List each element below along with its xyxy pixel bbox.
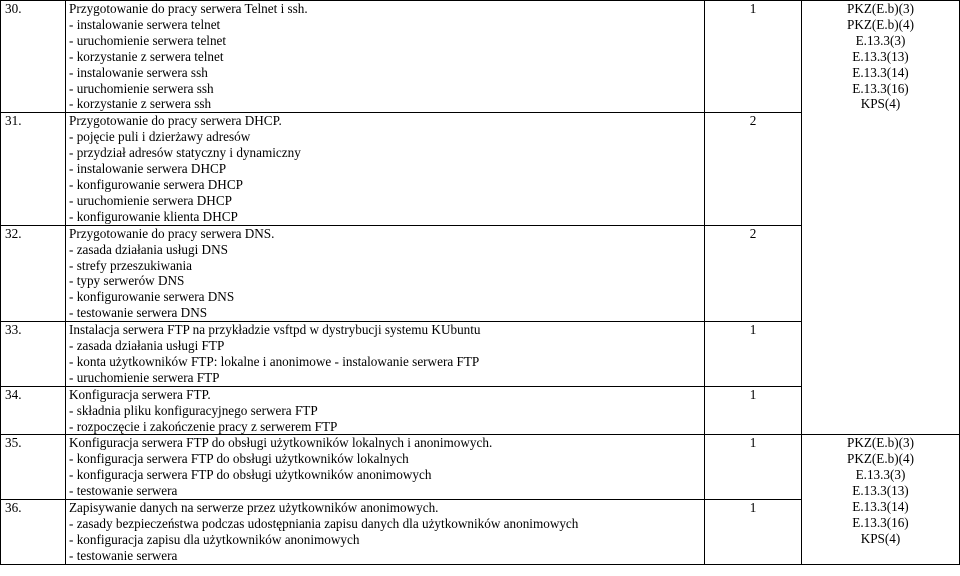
topic-item: - konta użytkowników FTP: lokalne i anonimowe - instalowanie serwera FTP [69,353,480,369]
hours-cell: 2 [705,113,802,225]
topic-item: - zasada działania usługi DNS [69,241,228,257]
codes-cell [802,1,960,322]
topic-item: - testowanie serwera DNS [69,305,208,321]
code-item: E.13.3(16) [852,80,909,96]
topic-item: - typy serwerów DNS [69,273,185,289]
topic-cell [66,1,705,113]
topic-title: Instalacja serwera FTP na przykładzie vsftpd w dystrybucji systemu KUbuntu [69,322,481,338]
topic-item: - uruchomienie serwera DHCP [69,192,232,208]
codes-cell-empty [802,322,960,435]
topic-item: - konfiguracja zapisu dla użytkowników anonimowych [69,531,360,547]
topic-title: Konfiguracja serwera FTP. [69,386,211,402]
topic-cell [66,435,705,500]
topic-item: - zasady bezpieczeństwa podczas udostępniania zapisu danych dla użytkowników anonimowych [69,516,579,531]
table-row [1,322,960,387]
topic-title: Przygotowanie do pracy serwera Telnet i ssh. [69,1,308,16]
hours-cell: 1 [705,435,802,500]
topic-item: - uruchomienie serwera telnet [69,32,227,48]
topic-item: - testowanie serwera [69,547,178,563]
row-number: 32. [1,225,66,321]
row-number: 36. [1,500,66,565]
hours-cell: 2 [705,225,802,321]
topic-item: - instalowanie serwera ssh [69,64,208,80]
code-item: KPS(4) [860,530,901,546]
hours-cell: 1 [705,386,802,435]
topic-title: Konfiguracja serwera FTP do obsługi użytkowników lokalnych i anonimowych. [69,435,493,451]
topic-item: - rozpoczęcie i zakończenie pracy z serwerem FTP [69,418,338,434]
code-item: E.13.3(3) [855,32,906,48]
hours-cell: 1 [705,322,802,387]
topic-item: - instalowanie serwera DHCP [69,161,227,177]
table-row [1,435,960,500]
code-item: KPS(4) [860,96,901,112]
topic-cell [66,322,705,387]
topic-item: - konfigurowanie serwera DNS [69,289,235,305]
topic-cell [66,386,705,435]
code-item: E.13.3(14) [852,64,909,80]
topic-title: Zapisywanie danych na serwerze przez użytkowników anonimowych. [69,500,439,516]
codes-cell [802,435,960,564]
topic-item: - strefy przeszukiwania [69,257,193,273]
code-item: PKZ(E.b)(4) [846,16,915,32]
topic-item: - konfigurowanie klienta DHCP [69,208,238,224]
topic-title: Przygotowanie do pracy serwera DHCP. [69,113,282,129]
topic-item: - pojęcie puli i dzierżawy adresów [69,129,251,145]
topic-item: - przydział adresów statyczny i dynamiczny [69,145,301,161]
topic-item: - zasada działania usługi FTP [69,338,225,354]
row-number: 31. [1,113,66,225]
code-item: PKZ(E.b)(3) [846,435,915,451]
row-number: 30. [1,1,66,113]
topic-item: - konfiguracja serwera FTP do obsługi użytkowników lokalnych [69,451,409,467]
topic-item: - korzystanie z serwera telnet [69,48,224,64]
row-number: 33. [1,322,66,387]
topic-title: Przygotowanie do pracy serwera DNS. [69,225,275,241]
topic-cell [66,113,705,225]
topic-item: - konfigurowanie serwera DHCP [69,176,243,192]
topic-item: - uruchomienie serwera FTP [69,369,220,385]
hours-cell: 1 [705,1,802,113]
topic-item: - korzystanie z serwera ssh [69,96,212,112]
hours-cell: 1 [705,500,802,565]
topic-cell [66,225,705,321]
code-item: E.13.3(13) [852,483,909,499]
code-item: E.13.3(13) [852,48,909,64]
row-number: 35. [1,435,66,500]
code-item: E.13.3(3) [855,467,906,483]
row-number: 34. [1,386,66,435]
code-item: E.13.3(16) [852,515,909,530]
topic-item: - testowanie serwera [69,483,178,499]
topic-cell [66,500,705,565]
code-item: PKZ(E.b)(3) [846,1,915,16]
topic-item: - uruchomienie serwera ssh [69,80,214,96]
topic-item: - składnia pliku konfiguracyjnego serwera FTP [69,402,318,418]
code-item: PKZ(E.b)(4) [846,451,915,467]
code-item: E.13.3(14) [852,499,909,515]
table-row [1,1,960,113]
topic-item: - konfiguracja serwera FTP do obsługi użytkowników anonimowych [69,467,432,483]
topic-item: - instalowanie serwera telnet [69,16,221,32]
